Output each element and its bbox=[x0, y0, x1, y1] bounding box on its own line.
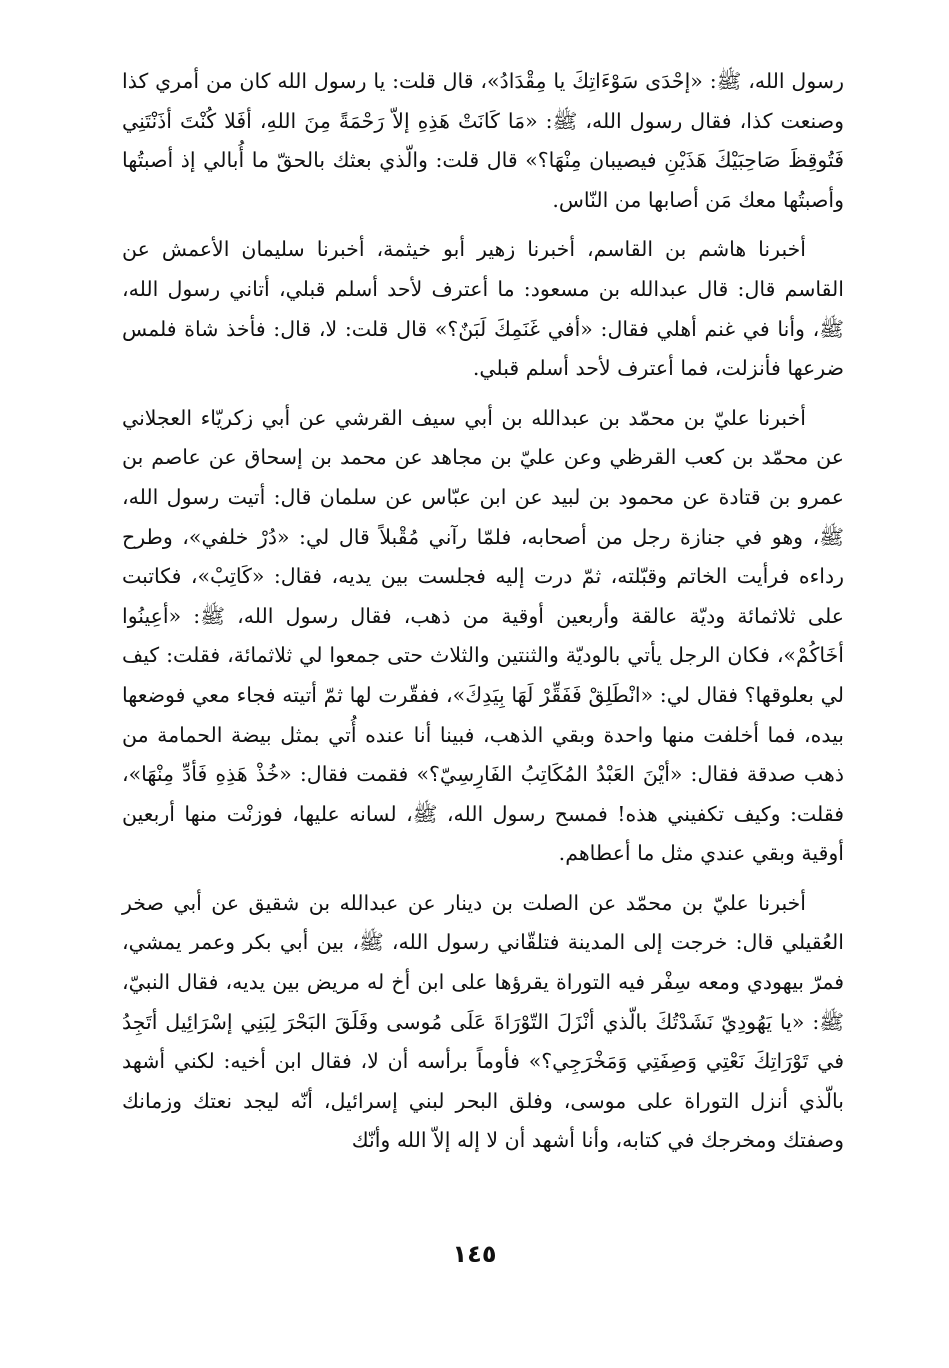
paragraph-1: رسول الله، ﷺ: «إحْدَى سَوْءَاتِكَ يا مِقْدَادُ»، قال قلت: يا رسول الله كان من أمري كذا وصنعت كذا، فقال رسول الله، ﷺ: «مَا كَانَتْ هَذِهِ إلاّ رَحْمَةً مِنَ اللهِ، أفَلا كُنْتَ أذَنْتَنِي فَتُوقِظَ صَاحِبَيْكَ هَذَيْنِ فيصيبان مِنْهَا؟» قال قلت: والّذي بعثك بالحقّ ما أُبالي إذ أصبتُها وأصبتُها معك مَن أصابها من النّاس. bbox=[122, 69, 844, 212]
paragraph-4: أخبرنا عليّ بن محمّد عن الصلت بن دينار عن عبدالله بن شقيق عن أبي صخر العُقيلي قال: خرجت إلى المدينة فتلقّاني رسول الله، ﷺ، بين أبي بكر وعمر يمشي، فمرّ بيهودي ومعه سِفْر فيه التوراة يقرؤها على ابن أخ له مريض بين يديه، فقال النبيّ، ﷺ: «يا يَهُودِيّ نَشَدْتُكَ بالّذي أنْزَلَ التّوْرَاةَ عَلَى مُوسى وفَلَقَ البَحْرَ لِبَنِي إسْرَائِيل أتَجِدُ في تَوْرَاتِكَ نَعْتِي وَصِفَتِي وَمَخْرَجِي؟» فأوماً برأسه أن لا، فقال ابن أخيه: لكني أشهد بالّذي أنزل التوراة على موسى، وفلق البحر لبني إسرائيل، أنّه ليجد نعتك وزمانك وصفتك ومخرجك في كتابه، وأنا أشهد أن لا إله إلاّ الله وأنّك bbox=[122, 890, 844, 1153]
paragraph-3: أخبرنا عليّ بن محمّد بن عبدالله بن أبي سيف القرشي عن أبي زكريّاء العجلاني عن محمّد بن كعب القرظي وعن عليّ بن مجاهد عن محمد بن إسحاق عن عاصم بن عمرو بن قتادة عن محمود بن لبيد عن ابن عبّاس عن سلمان قال: أتيت رسول الله، ﷺ، وهو في جنازة رجل من أصحابه، فلمّا رآني مُقْبلاً قال لي: «دُرْ خلفي»، وطرح رداءه فرأيت الخاتم وقبّلته، ثمّ درت إليه فجلست بين يديه، فقال: «كَاتِبْ»، فكاتبت على ثلاثمائة وديّة عالقة وأربعين أوقية من ذهب، فقال رسول الله، ﷺ: «أعِينُوا أخَاكُمْ»، فكان الرجل يأتي بالوديّة والثنتين والثلاث حتى جمعوا لي ثلاثمائة، فقلت: كيف لي بعلوقها؟ فقال لي: «انْطَلِقْ فَفَقِّرْ لَهَا بِيَدِكَ»، ففقّرت لها ثمّ أتيته فجاء معي فوضعها بيده، فما أخلفت منها واحدة وبقي الذهب، فبينا أنا عنده أُتي بمثل بيضة الحمامة من ذهب صدقة فقال: «أيْنَ العَبْدُ المُكَاتِبُ الفَارِسِيّ؟» فقمت فقال: «خُذْ هَذِهِ فَأدِّ مِنْهَا»، فقلت: وكيف تكفيني هذه! فمسح رسول الله، ﷺ، لسانه عليها، فوزنْت منها أربعين أوقية وبقي عندي مثل ما أعطاهم. bbox=[122, 405, 844, 866]
page-number: ١٤٥ bbox=[452, 1240, 497, 1268]
page-body bbox=[122, 62, 844, 1171]
paragraph-2: أخبرنا هاشم بن القاسم، أخبرنا زهير أبو خيثمة، أخبرنا سليمان الأعمش عن القاسم قال: قال عبدالله بن مسعود: ما أعترف لأحد أسلم قبلي، أتاني رسول الله، ﷺ، وأنا في غنم أهلي فقال: «أفي غَنَمِكَ لَبَنٌ؟» قال قلت: لا، قال: فأخذ شاة فلمس ضرعها فأنزلت، فما أعترف لأحد أسلم قبلي. bbox=[122, 237, 844, 381]
